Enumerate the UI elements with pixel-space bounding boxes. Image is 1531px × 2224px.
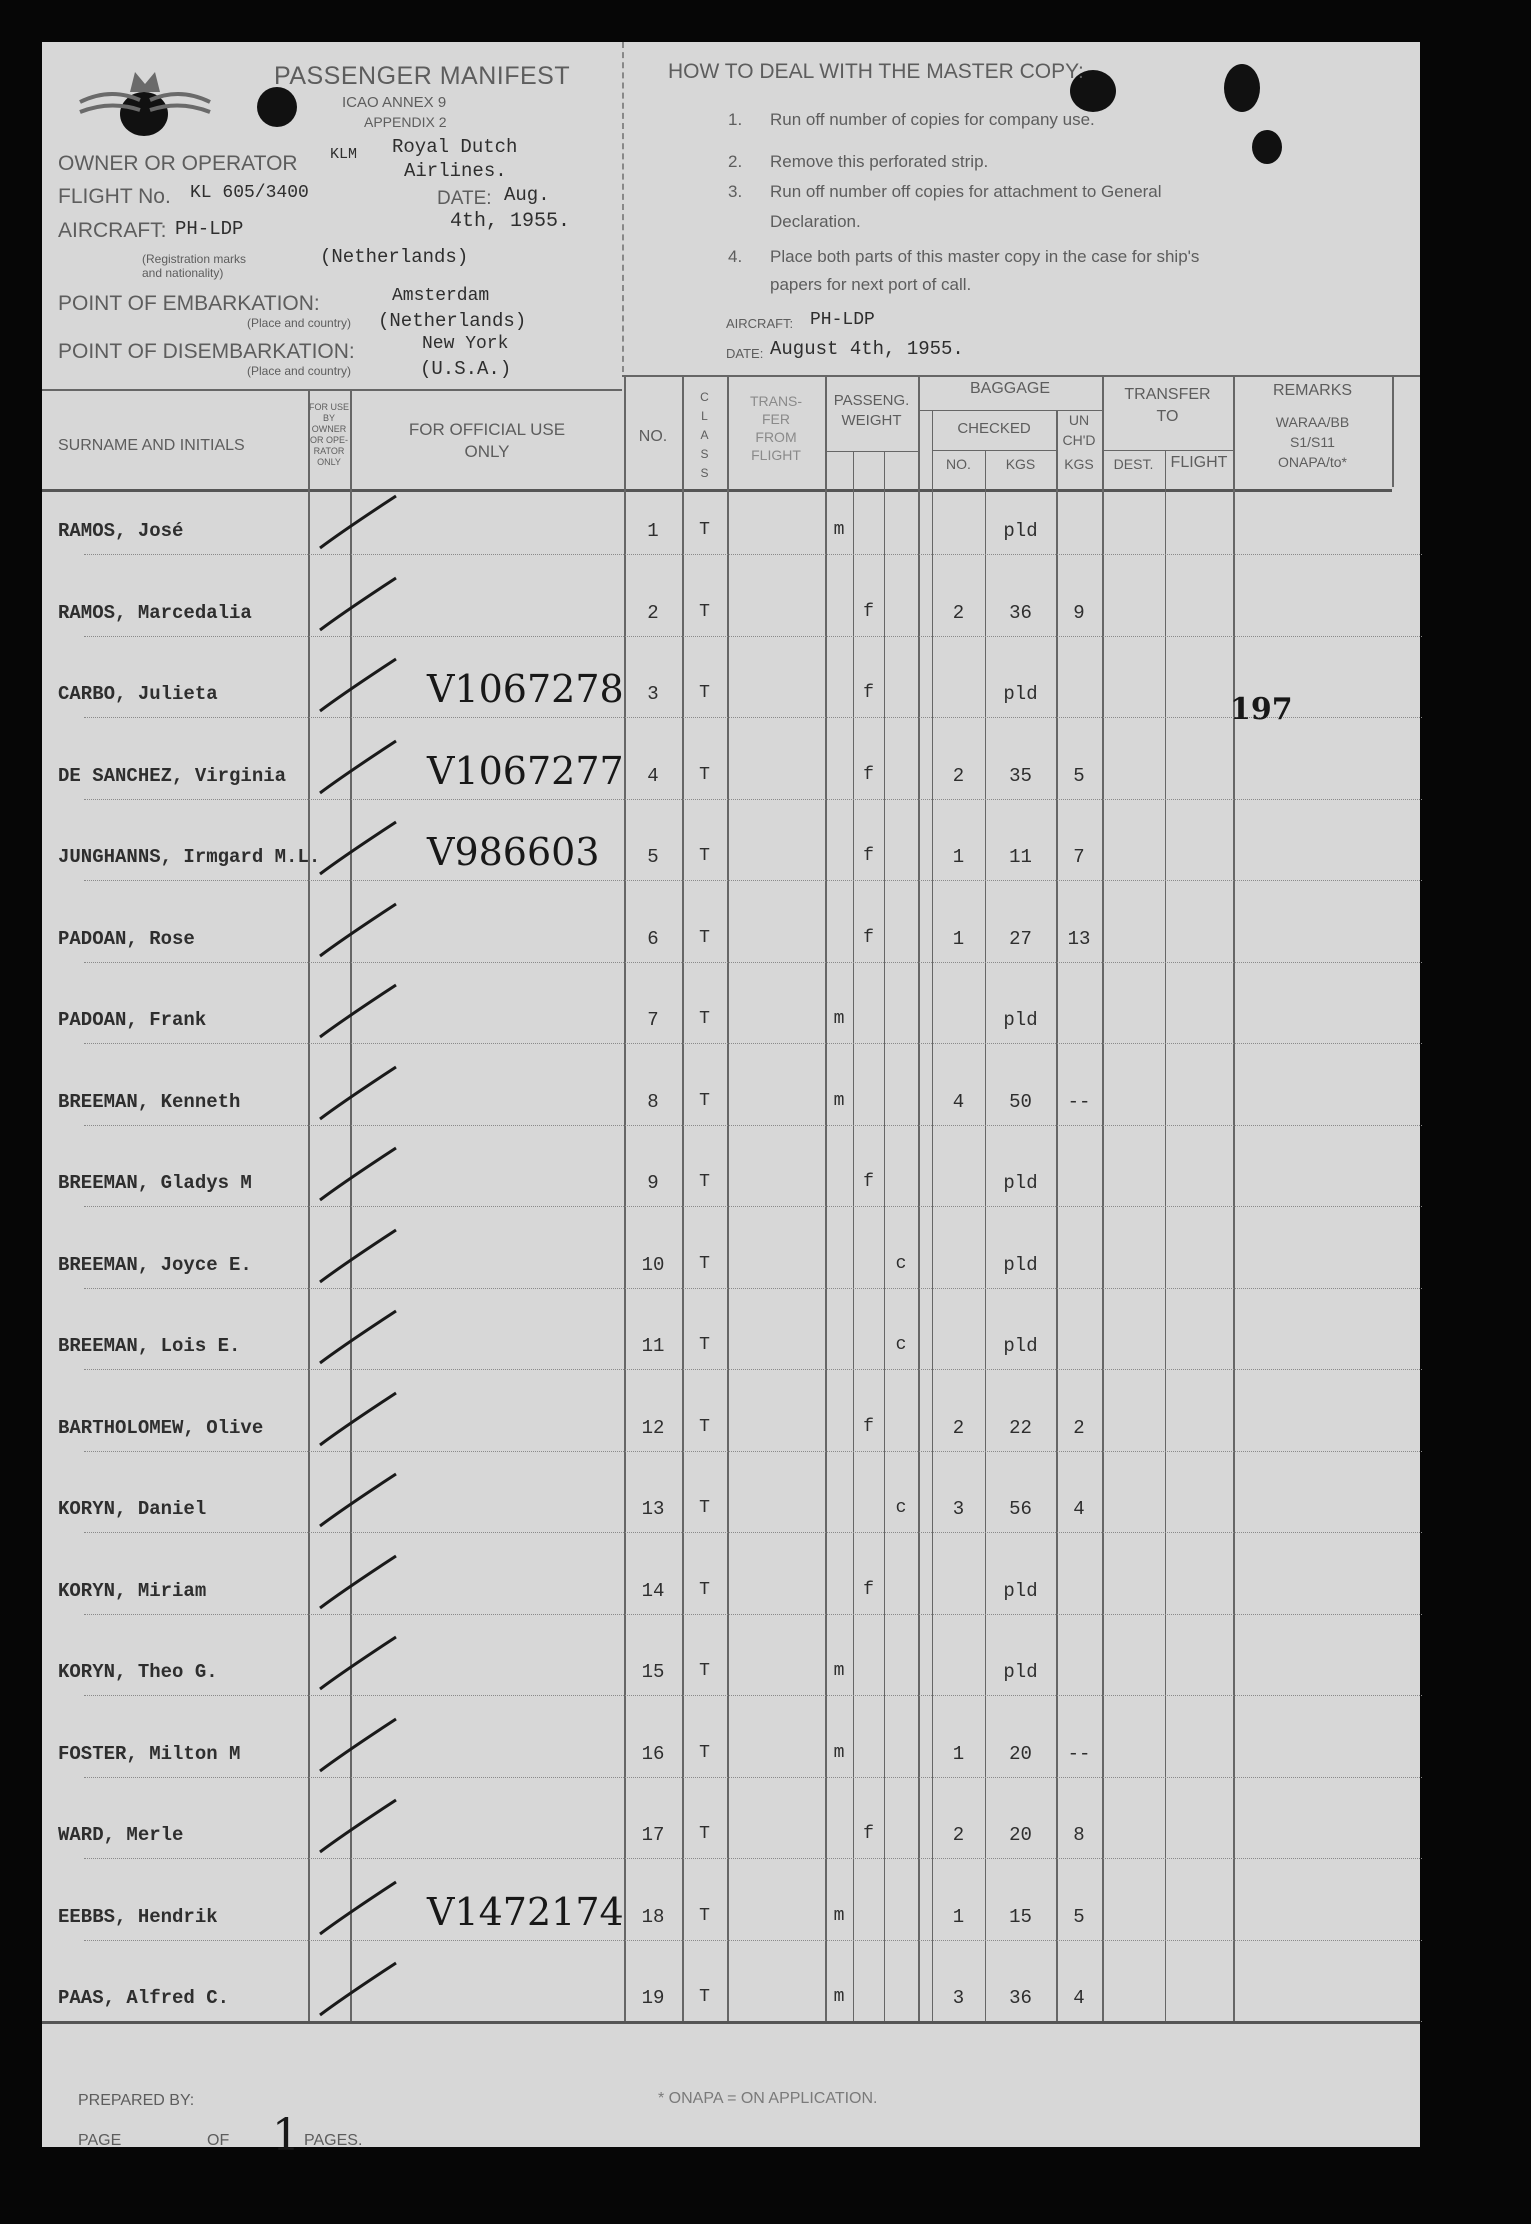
row-rule — [84, 554, 1422, 555]
manifest-sheet — [42, 42, 1420, 2161]
passenger-name: BREEMAN, Joyce E. — [58, 1253, 252, 1276]
baggage-kgs: 11 — [1009, 846, 1032, 868]
passenger-no: 18 — [641, 1905, 665, 1928]
unchecked-kgs: 5 — [1073, 1905, 1085, 1928]
row-rule — [84, 1288, 1422, 1289]
check-mark — [314, 653, 404, 723]
visa-number: V1067278 — [427, 667, 624, 711]
passenger-class: T — [699, 683, 710, 703]
passenger-no: 6 — [647, 927, 659, 950]
passenger-class: T — [699, 1009, 710, 1029]
instruction-text: Remove this perforated strip. — [770, 152, 989, 171]
passenger-class: T — [699, 1987, 710, 2007]
col-checked: CHECKED — [957, 420, 1031, 437]
check-mark — [314, 1550, 404, 1620]
row-rule — [84, 1532, 1422, 1533]
weight-child: c — [895, 1498, 907, 1518]
passenger-class: T — [699, 1824, 710, 1844]
passenger-class: T — [699, 1661, 710, 1681]
baggage-no: 2 — [952, 1824, 965, 1846]
col-remarks-sub-3: ONAPA/to* — [1278, 454, 1347, 470]
baggage-kgs: 22 — [1009, 1416, 1032, 1439]
passenger-no: 14 — [641, 1579, 665, 1602]
rule — [682, 375, 684, 2021]
annex-line-2: APPENDIX 2 — [364, 114, 447, 130]
col-remarks: REMARKS — [1272, 382, 1353, 399]
passenger-no: 15 — [641, 1661, 665, 1683]
passenger-name: BREEMAN, Kenneth — [58, 1090, 241, 1113]
page-count: 1 — [272, 2110, 300, 2161]
passenger-class: T — [699, 601, 710, 622]
instr-date-label: DATE: — [726, 346, 764, 361]
passenger-no: 8 — [647, 1090, 659, 1113]
row-rule — [84, 1125, 1422, 1126]
baggage-kgs: 50 — [1009, 1090, 1032, 1113]
instruction-text: Declaration. — [770, 212, 861, 231]
row-rule — [84, 1940, 1422, 1941]
baggage-kgs: pld — [1003, 520, 1038, 542]
passenger-class: T — [699, 1498, 710, 1518]
ink-blot — [257, 87, 297, 127]
rule — [932, 450, 1056, 451]
row-rule — [84, 1043, 1422, 1044]
rule — [884, 451, 885, 2021]
owner-label: OWNER OR OPERATOR — [58, 152, 298, 175]
row-rule — [84, 717, 1422, 718]
instruction-num: 1. — [728, 110, 743, 129]
passenger-class: T — [699, 1335, 710, 1355]
baggage-kgs: 35 — [1009, 764, 1032, 787]
embarkation-value: Amsterdam — [392, 286, 490, 306]
instructions-title: HOW TO DEAL WITH THE MASTER COPY: — [668, 60, 1084, 83]
passenger-name: RAMOS, José — [58, 520, 184, 542]
unchecked-kgs: -- — [1067, 1090, 1091, 1113]
col-unchd-2: CH'D — [1062, 432, 1096, 448]
passenger-name: EEBBS, Hendrik — [58, 1905, 218, 1928]
baggage-kgs: 20 — [1009, 1742, 1032, 1765]
col-transfer-to-2: TO — [1156, 408, 1179, 425]
col-baggage: BAGGAGE — [969, 380, 1051, 397]
rule — [1056, 410, 1058, 2021]
baggage-kgs: 15 — [1009, 1905, 1032, 1928]
check-mark — [314, 1794, 404, 1864]
baggage-no: 2 — [952, 764, 965, 787]
instruction-text: Run off number off copies for attachment to General — [770, 182, 1162, 201]
rule — [825, 375, 827, 2021]
passenger-no: 12 — [641, 1416, 665, 1439]
check-mark — [314, 1876, 404, 1946]
col-for-use-by: FOR USE BY OWNER OR OPE- RATOR ONLY — [308, 402, 349, 467]
col-checked-kgs: KGS — [1005, 456, 1036, 472]
registration-note-2: and nationality) — [142, 266, 224, 280]
unchecked-kgs: 2 — [1073, 1416, 1085, 1439]
rule — [1165, 450, 1166, 2021]
instr-date-value: August 4th, 1955. — [770, 338, 964, 360]
passenger-no: 4 — [647, 764, 659, 787]
rule — [1392, 375, 1394, 487]
check-mark — [314, 979, 404, 1049]
weight-male: m — [833, 1905, 845, 1926]
unchecked-kgs: 4 — [1073, 1498, 1085, 1520]
rule — [622, 375, 1420, 377]
unchecked-kgs: 13 — [1067, 927, 1091, 950]
check-mark — [314, 1061, 404, 1131]
embarkation-label: POINT OF EMBARKATION: — [58, 292, 320, 315]
perforation-line — [622, 42, 624, 372]
baggage-no: 1 — [952, 846, 965, 868]
weight-female: f — [863, 764, 874, 785]
instruction-num: 4. — [728, 247, 743, 266]
instruction-text: Place both parts of this master copy in the case for ship's — [770, 247, 1200, 266]
check-mark — [314, 1224, 404, 1294]
passenger-no: 16 — [641, 1742, 665, 1765]
instr-aircraft-label: AIRCRAFT: — [726, 316, 794, 331]
row-rule — [84, 1206, 1422, 1207]
prepared-by-label: PREPARED BY: — [78, 2092, 195, 2109]
passenger-name: BREEMAN, Lois E. — [58, 1335, 241, 1357]
passenger-class: T — [699, 1090, 710, 1111]
stamp-number: 197 — [1230, 692, 1293, 727]
passenger-class: T — [699, 927, 710, 948]
col-surname: SURNAME AND INITIALS — [58, 437, 245, 454]
passenger-class: T — [699, 1172, 710, 1192]
visa-number: V986603 — [427, 830, 600, 874]
rule — [918, 410, 1102, 411]
weight-male: m — [833, 1090, 845, 1111]
passenger-name: WARD, Merle — [58, 1824, 184, 1846]
baggage-no: 4 — [952, 1090, 965, 1113]
baggage-kgs: pld — [1003, 1253, 1038, 1276]
date-label: DATE: — [437, 188, 492, 209]
weight-female: f — [863, 1172, 874, 1192]
passenger-name: JUNGHANNS, Irmgard M.L. — [58, 846, 321, 868]
check-mark — [314, 572, 404, 642]
baggage-kgs: pld — [1003, 1335, 1038, 1357]
check-mark — [314, 1713, 404, 1783]
rule — [918, 375, 920, 2021]
baggage-no: 3 — [952, 1498, 965, 1520]
check-mark — [314, 1468, 404, 1538]
baggage-kgs: pld — [1003, 1009, 1038, 1031]
baggage-kgs: pld — [1003, 1661, 1038, 1683]
passenger-name: DE SANCHEZ, Virginia — [58, 764, 287, 787]
weight-male: m — [833, 1661, 845, 1681]
passenger-name: KORYN, Theo G. — [58, 1661, 218, 1683]
check-mark — [314, 1631, 404, 1701]
baggage-no: 1 — [952, 1742, 965, 1765]
passenger-name: PAAS, Alfred C. — [58, 1987, 230, 2009]
rule — [932, 410, 933, 2021]
col-unchd-kgs: KGS — [1064, 456, 1094, 472]
baggage-kgs: 27 — [1009, 927, 1032, 950]
check-mark — [314, 1957, 404, 2027]
date-value-1: Aug. — [504, 184, 550, 206]
row-rule — [84, 1614, 1422, 1615]
check-mark — [314, 490, 404, 560]
rule — [825, 451, 919, 452]
passenger-name: PADOAN, Frank — [58, 1009, 207, 1031]
passenger-name: RAMOS, Marcedalia — [58, 601, 252, 624]
col-transfer-from: TRANS- FER FROM FLIGHT — [749, 393, 803, 463]
col-passeng-weight-2: WEIGHT — [841, 412, 902, 429]
rule — [42, 389, 622, 391]
col-remarks-sub-2: S1/S11 — [1290, 434, 1335, 450]
onapa-note: * ONAPA = ON APPLICATION. — [658, 2090, 878, 2107]
rule — [727, 375, 729, 2021]
manifest-title: PASSENGER MANIFEST — [274, 62, 571, 90]
baggage-kgs: 20 — [1009, 1824, 1032, 1846]
passenger-class: T — [699, 846, 710, 866]
passenger-no: 3 — [647, 683, 659, 705]
passenger-class: T — [699, 1579, 710, 1600]
weight-male: m — [833, 1742, 845, 1763]
passenger-no: 13 — [641, 1498, 665, 1520]
weight-male: m — [833, 1987, 845, 2007]
disembarkation-note: (Place and country) — [247, 364, 352, 378]
disembarkation-country: (U.S.A.) — [420, 358, 512, 380]
col-official-use-1: FOR OFFICIAL USE — [408, 420, 566, 439]
passenger-class: T — [699, 764, 710, 785]
passenger-no: 17 — [641, 1824, 665, 1846]
col-flight: FLIGHT — [1170, 454, 1228, 471]
row-rule — [84, 962, 1422, 963]
annex-line-1: ICAO ANNEX 9 — [342, 94, 447, 111]
baggage-kgs: pld — [1003, 1172, 1038, 1194]
row-rule — [84, 880, 1422, 881]
col-transfer-to-1: TRANSFER — [1124, 386, 1211, 403]
flight-label: FLIGHT No. — [58, 185, 171, 208]
baggage-no: 2 — [952, 601, 965, 624]
unchecked-kgs: -- — [1067, 1742, 1091, 1765]
weight-female: f — [863, 1416, 874, 1437]
passenger-no: 11 — [641, 1335, 665, 1357]
col-unchd-1: UN — [1068, 412, 1090, 428]
baggage-no: 3 — [952, 1987, 965, 2009]
check-mark — [314, 1387, 404, 1457]
passenger-class: T — [699, 1905, 710, 1926]
passenger-name: CARBO, Julieta — [58, 683, 218, 705]
passenger-no: 10 — [641, 1253, 665, 1276]
registration-note-1: (Registration marks — [142, 252, 247, 266]
row-rule — [84, 1451, 1422, 1452]
passenger-no: 5 — [647, 846, 659, 868]
unchecked-kgs: 9 — [1073, 601, 1085, 624]
pages-label: PAGES. — [304, 2132, 363, 2149]
col-no: NO. — [638, 428, 668, 445]
baggage-kgs: 36 — [1009, 1987, 1032, 2009]
flight-value: KL 605/3400 — [190, 183, 309, 203]
weight-female: f — [863, 1579, 874, 1600]
rule — [1102, 450, 1233, 451]
row-rule — [84, 1777, 1422, 1778]
baggage-no: 1 — [952, 927, 965, 950]
passenger-class: T — [699, 1742, 710, 1763]
rule — [1233, 375, 1235, 2021]
weight-female: f — [863, 846, 874, 866]
passenger-no: 2 — [647, 601, 659, 624]
rule — [42, 489, 1392, 492]
check-mark — [314, 1142, 404, 1212]
row-rule — [84, 636, 1422, 637]
passenger-no: 7 — [647, 1009, 659, 1031]
visa-number: V1067277 — [427, 748, 624, 793]
col-passeng-weight-1: PASSENG. — [833, 392, 910, 409]
col-official-use-2: ONLY — [464, 442, 510, 461]
rule — [1102, 375, 1104, 2021]
aircraft-value: PH-LDP — [175, 218, 244, 240]
passenger-name: KORYN, Miriam — [58, 1579, 207, 1602]
check-mark — [314, 898, 404, 968]
instruction-text: Run off number of copies for company use. — [770, 110, 1095, 129]
unchecked-kgs: 7 — [1073, 846, 1085, 868]
embarkation-country: (Netherlands) — [378, 310, 527, 332]
unchecked-kgs: 4 — [1073, 1987, 1085, 2009]
airline-line-1: Royal Dutch — [392, 136, 518, 158]
col-dest: DEST. — [1113, 456, 1154, 472]
instruction-num: 2. — [728, 152, 743, 171]
unchecked-kgs: 5 — [1073, 764, 1085, 787]
passenger-no: 19 — [641, 1987, 665, 2009]
ink-blot — [1252, 130, 1282, 164]
passenger-name: BARTHOLOMEW, Olive — [58, 1416, 264, 1439]
weight-female: f — [863, 1824, 874, 1844]
col-remarks-sub-1: WARAA/BB — [1275, 414, 1350, 430]
passenger-name: FOSTER, Milton M — [58, 1742, 241, 1765]
passenger-name: PADOAN, Rose — [58, 927, 195, 950]
weight-female: f — [863, 601, 874, 622]
airline-line-2: Airlines. — [404, 160, 507, 182]
col-class: C L A S S — [700, 390, 709, 480]
passenger-class: T — [699, 1253, 710, 1274]
baggage-kgs: 36 — [1009, 601, 1032, 624]
baggage-kgs: pld — [1003, 1579, 1038, 1602]
disembarkation-value: New York — [422, 334, 509, 354]
passenger-class: T — [699, 1416, 710, 1437]
weight-female: f — [863, 927, 874, 948]
baggage-kgs: 56 — [1009, 1498, 1032, 1520]
weight-male: m — [833, 520, 845, 540]
baggage-no: 2 — [952, 1416, 965, 1439]
rule — [42, 2021, 1420, 2024]
page-label: PAGE — [78, 2132, 122, 2149]
instr-aircraft-value: PH-LDP — [810, 310, 875, 330]
unchecked-kgs: 8 — [1073, 1824, 1085, 1846]
baggage-no: 1 — [952, 1905, 965, 1928]
klm-logo — [70, 62, 220, 142]
check-mark — [314, 816, 404, 886]
col-checked-no: NO. — [946, 456, 971, 472]
row-rule — [84, 1858, 1422, 1859]
weight-child: c — [895, 1253, 907, 1274]
check-mark — [314, 1305, 404, 1375]
nationality-value: (Netherlands) — [320, 246, 469, 268]
passenger-no: 1 — [647, 520, 659, 542]
ink-blot — [1224, 64, 1260, 112]
passenger-no: 9 — [647, 1172, 659, 1194]
row-rule — [84, 1369, 1422, 1370]
baggage-kgs: pld — [1003, 683, 1038, 705]
visa-number: V1472174 — [427, 1889, 624, 1934]
date-value-2: 4th, 1955. — [450, 210, 571, 233]
owner-value: KLM — [330, 146, 358, 163]
weight-male: m — [833, 1009, 845, 1029]
of-label: OF — [207, 2132, 230, 2149]
embarkation-note: (Place and country) — [247, 316, 352, 330]
row-rule — [84, 799, 1422, 800]
passenger-name: BREEMAN, Gladys M — [58, 1172, 252, 1194]
passenger-name: KORYN, Daniel — [58, 1498, 207, 1520]
weight-child: c — [895, 1335, 907, 1355]
row-rule — [84, 1695, 1422, 1696]
instruction-text: papers for next port of call. — [770, 275, 972, 294]
check-mark — [314, 735, 404, 805]
weight-female: f — [863, 683, 874, 703]
disembarkation-label: POINT OF DISEMBARKATION: — [58, 340, 355, 363]
aircraft-label: AIRCRAFT: — [58, 219, 167, 242]
instruction-num: 3. — [728, 182, 743, 201]
passenger-class: T — [699, 520, 710, 540]
